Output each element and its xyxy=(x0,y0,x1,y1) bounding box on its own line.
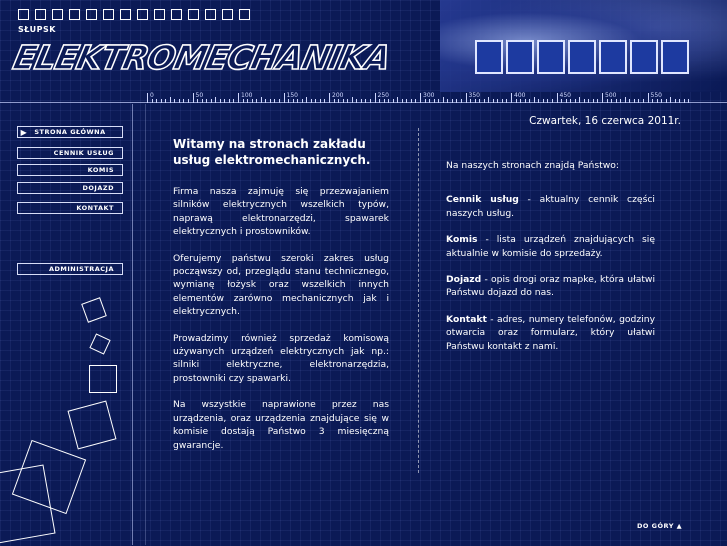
nav-item-label: STRONA GŁÓWNA xyxy=(34,128,106,136)
nav-item-komis[interactable] xyxy=(17,164,123,176)
right-column xyxy=(446,159,655,366)
feature-desc: - opis drogi oraz mapke, która ułatwi Państwu dojazd do nas. xyxy=(446,274,655,299)
ruler-label: 250 xyxy=(377,92,389,99)
feature-term[interactable]: Kontakt xyxy=(446,313,487,325)
logo-bar xyxy=(506,40,534,74)
nav-item-label: DOJAZD xyxy=(82,184,114,192)
feature-dojazd xyxy=(446,273,655,300)
nav-item-dojazd[interactable] xyxy=(17,182,123,194)
intro-text: Na naszych stronach znajdą Państwo: xyxy=(446,160,619,171)
nav-item-label: ADMINISTRACJA xyxy=(48,265,114,273)
divider-line-2 xyxy=(145,104,146,545)
ruler-label: 400 xyxy=(514,92,526,99)
logo-bar xyxy=(568,40,596,74)
header-square xyxy=(239,9,250,20)
ruler-label: 0 xyxy=(150,92,154,99)
paragraph: Prowadzimy również sprzedaż komisową używanych urządzeń elektrycznych jak np.: silniki elektryczne, elektronarzędzia, prostowniki czy spawarki. xyxy=(173,332,389,384)
header-square xyxy=(188,9,199,20)
header-square xyxy=(205,9,216,20)
header-square xyxy=(35,9,46,20)
logo-bars xyxy=(475,40,689,74)
nav-item-label: CENNIK USŁUG xyxy=(53,149,114,157)
welcome-heading: Witamy na stronach zakładu usług elektromechanicznych. xyxy=(173,137,371,167)
header-square xyxy=(120,9,131,20)
column-divider xyxy=(418,128,419,473)
nav-item-cennik[interactable] xyxy=(17,147,123,159)
header-square xyxy=(222,9,233,20)
feature-term[interactable]: Dojazd xyxy=(446,274,482,286)
nav-item-kontakt[interactable] xyxy=(17,202,123,214)
paragraph: Firma nasza zajmuję się przezwajaniem silników elektrycznych wszelkich typów, naprawą elektronarzędzi, spawarek elektrycznych i prostowników. xyxy=(173,186,389,238)
header xyxy=(0,0,727,92)
header-square xyxy=(154,9,165,20)
ruler-label: 200 xyxy=(332,92,344,99)
ruler-label: 100 xyxy=(241,92,253,99)
nav-item-administracja[interactable] xyxy=(17,263,123,275)
ruler-label: 300 xyxy=(423,92,435,99)
ruler-line xyxy=(0,102,727,103)
header-square xyxy=(137,9,148,20)
ruler-label: 550 xyxy=(650,92,662,99)
feature-cennik xyxy=(446,193,655,220)
decorative-square xyxy=(68,401,117,450)
nav-item-strona-glowna[interactable] xyxy=(17,126,123,138)
site-logo[interactable]: ELEKTROMECHANIKA xyxy=(9,38,394,77)
ruler-label: 350 xyxy=(468,92,480,99)
logo-bar xyxy=(599,40,627,74)
decorative-square xyxy=(89,333,110,354)
left-column xyxy=(173,185,389,465)
header-square xyxy=(18,9,29,20)
feature-term[interactable]: Komis xyxy=(446,234,478,246)
ruler-label: 500 xyxy=(605,92,617,99)
ruler-label: 450 xyxy=(559,92,571,99)
play-arrow-icon: ▶ xyxy=(20,127,28,137)
header-square xyxy=(69,9,80,20)
nav-item-label: KONTAKT xyxy=(76,204,114,212)
header-square xyxy=(171,9,182,20)
logo-bar xyxy=(630,40,658,74)
decorative-square xyxy=(89,365,117,393)
feature-kontakt xyxy=(446,313,655,353)
header-square xyxy=(103,9,114,20)
decorative-square xyxy=(81,297,107,323)
ruler-label: 50 xyxy=(195,92,204,99)
header-square xyxy=(52,9,63,20)
feature-komis xyxy=(446,233,655,260)
feature-desc: - aktualny cennik części naszych usług. xyxy=(446,194,655,219)
city-label: SŁUPSK xyxy=(18,25,56,34)
logo-bar xyxy=(661,40,689,74)
current-date: Czwartek, 16 czerwca 2011r. xyxy=(529,115,681,127)
paragraph: Na wszystkie naprawione przez nas urządzenia, oraz urządzenia znajdujące się w komisie dostają Państwo 3 miesięczną gwarancje. xyxy=(173,399,389,451)
nav-item-label: KOMIS xyxy=(87,166,114,174)
divider-line xyxy=(132,104,133,545)
ruler-label: 150 xyxy=(286,92,298,99)
logo-bar xyxy=(475,40,503,74)
feature-desc: - adres, numery telefonów, godziny otwarcia oraz formularz, który ułatwi Państwu kontakt z nami. xyxy=(446,313,655,352)
back-to-top-link[interactable]: DO GÓRY ▲ xyxy=(637,522,683,530)
header-square xyxy=(86,9,97,20)
logo-bar xyxy=(537,40,565,74)
paragraph: Oferujemy państwu szeroki zakres usług począwszy od, przeglądu stanu technicznego, wymianę łożysk oraz wszelkich innych elementów zarówno mechanicznych jak i elektrycznych. xyxy=(173,252,389,318)
feature-term[interactable]: Cennik usług xyxy=(446,194,519,206)
header-squares xyxy=(18,9,250,20)
feature-desc: - lista urządzeń znajdujących się aktualnie w komisie do sprzedaży. xyxy=(446,234,655,259)
